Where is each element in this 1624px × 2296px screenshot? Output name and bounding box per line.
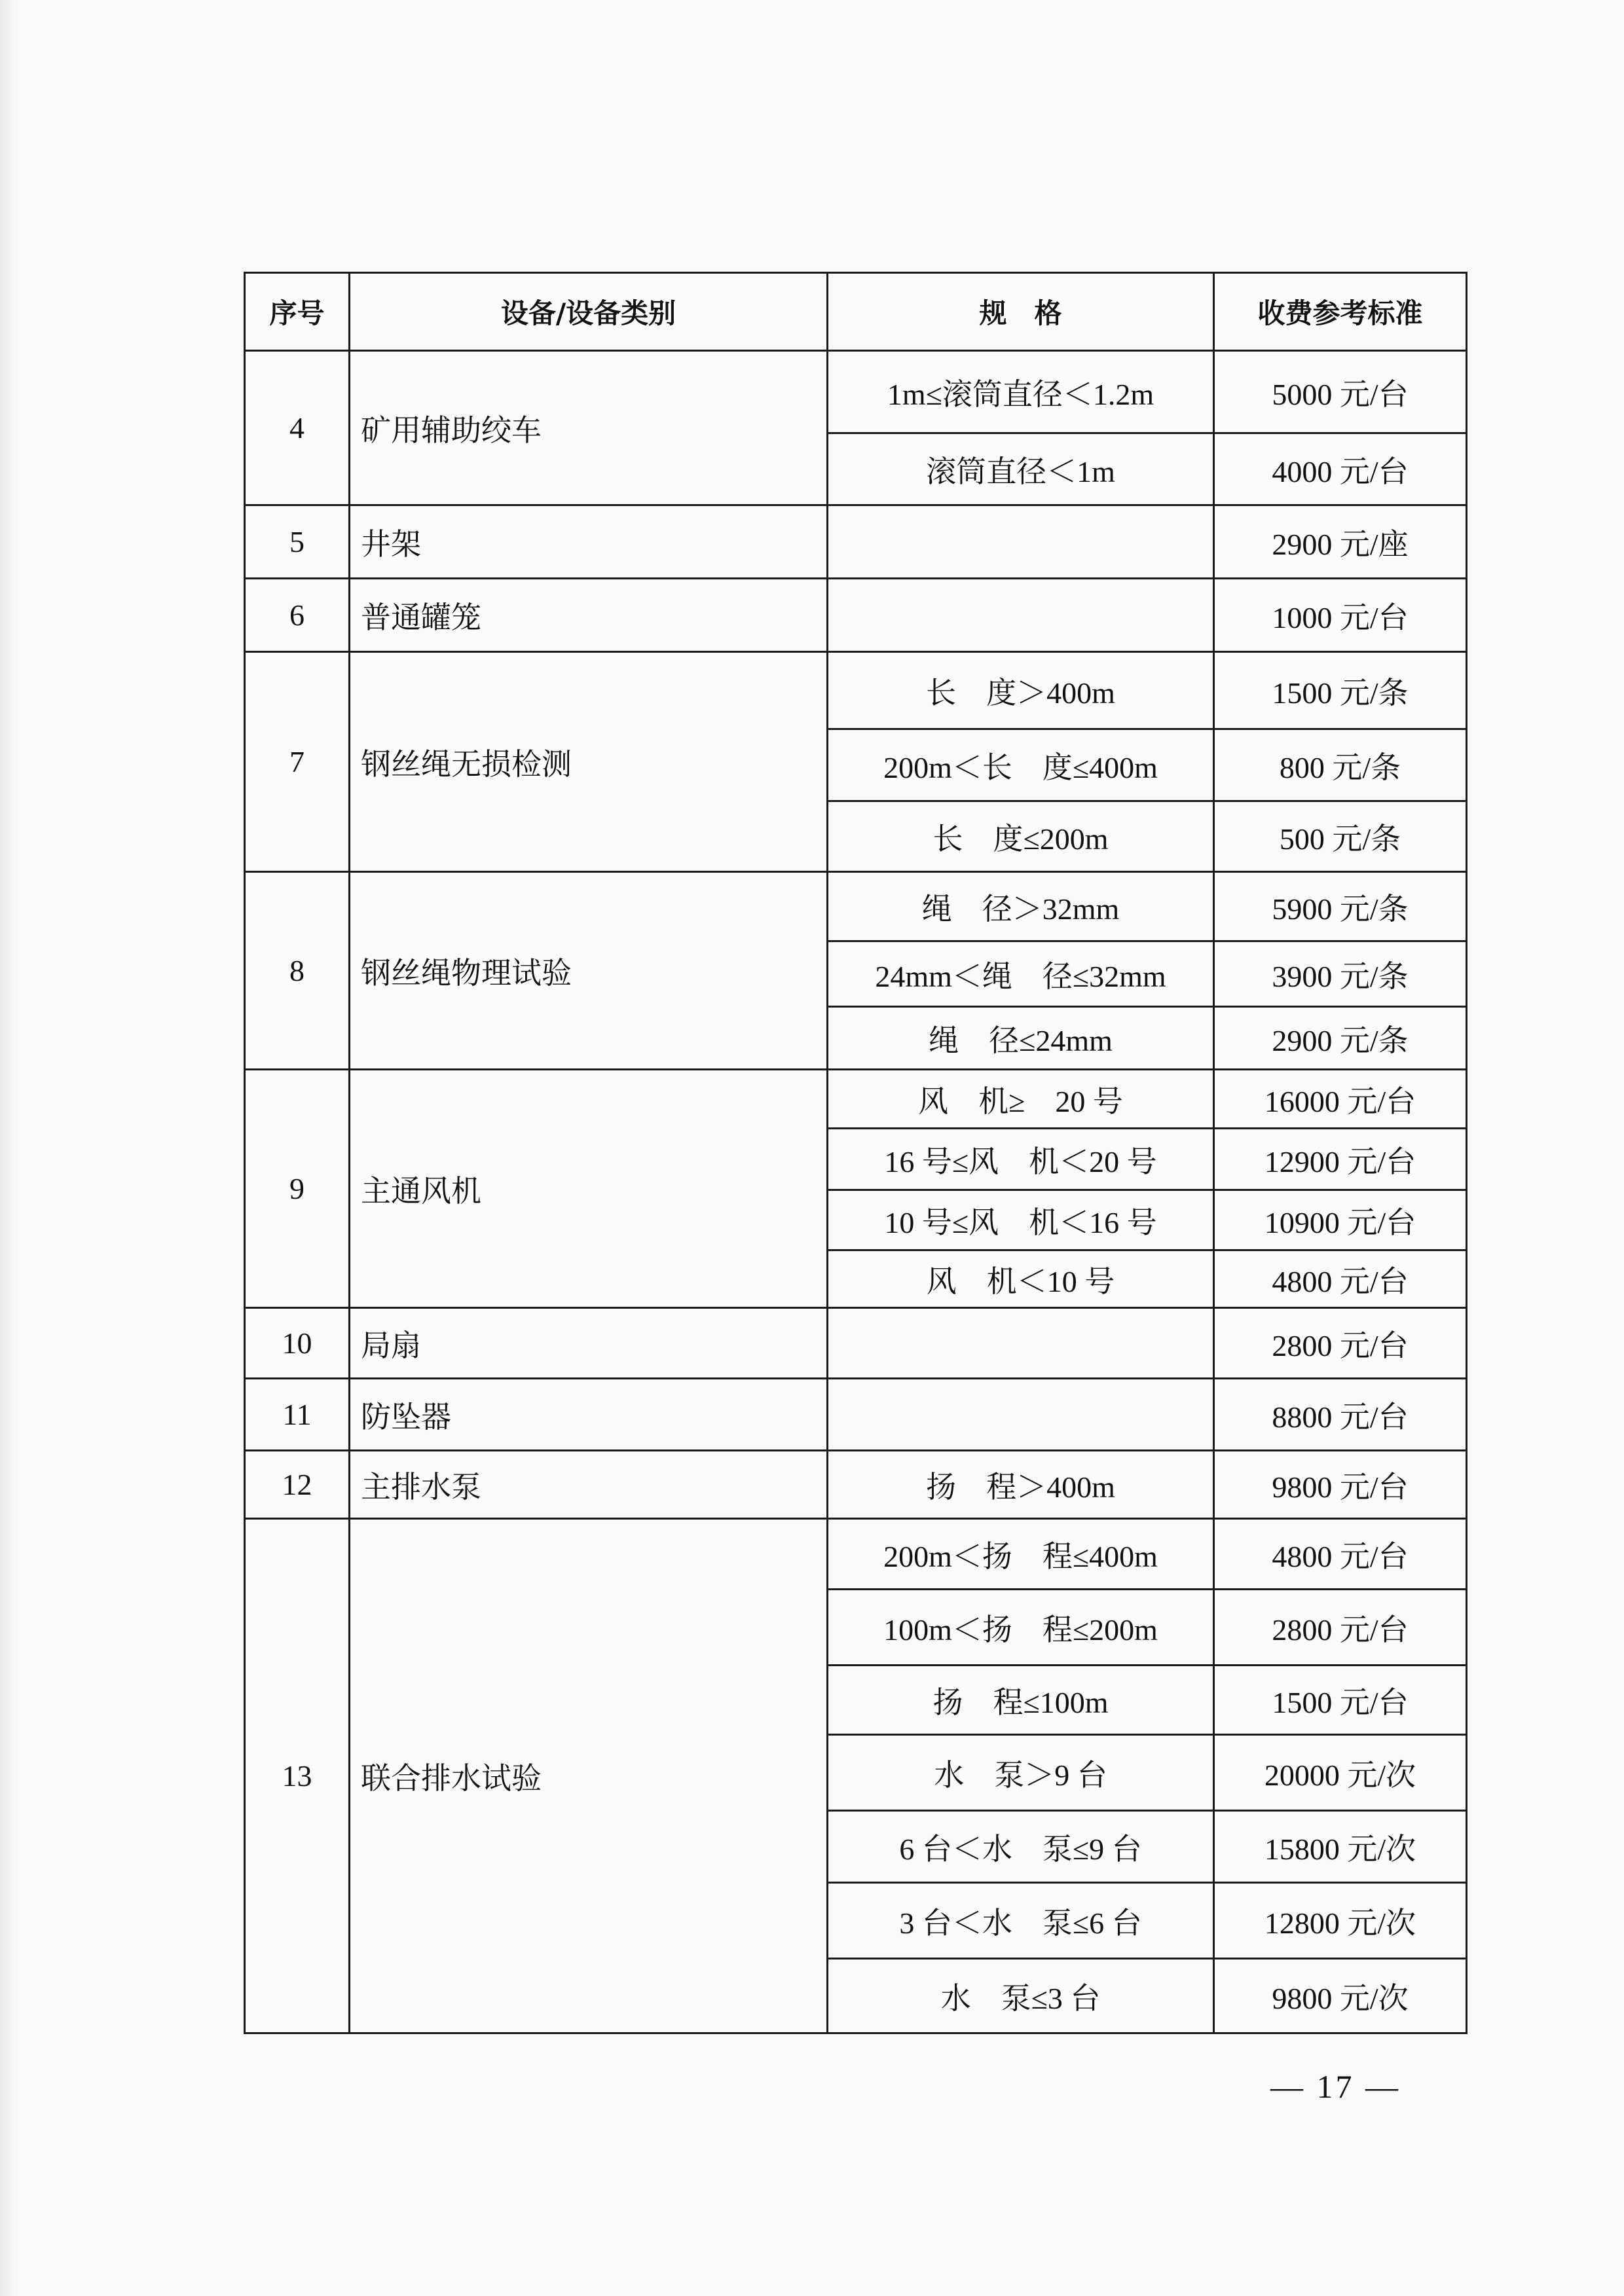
row-number: 6 xyxy=(245,579,350,652)
table-row xyxy=(245,1379,1467,1451)
table-row xyxy=(245,1070,1467,1129)
fee-cell: 1500 元/台 xyxy=(1214,1666,1467,1735)
fee-cell: 20000 元/次 xyxy=(1214,1735,1467,1811)
spec-cell: 长 度≤200m xyxy=(828,801,1214,872)
equipment-name: 矿用辅助绞车 xyxy=(350,351,828,505)
spec-cell: 16 号≤风 机＜20 号 xyxy=(828,1129,1214,1190)
table-row xyxy=(245,652,1467,729)
spec-cell: 24mm＜绳 径≤32mm xyxy=(828,941,1214,1007)
row-number: 8 xyxy=(245,872,350,1070)
spec-cell: 100m＜扬 程≤200m xyxy=(828,1590,1214,1666)
equipment-name: 联合排水试验 xyxy=(350,1519,828,2033)
spec-cell: 6 台＜水 泵≤9 台 xyxy=(828,1811,1214,1883)
equipment-name: 主通风机 xyxy=(350,1070,828,1308)
header-no: 序号 xyxy=(245,273,350,351)
page-number: — 17 — xyxy=(1270,2068,1401,2105)
header-spec: 规 格 xyxy=(828,273,1214,351)
spec-cell: 滚筒直径＜1m xyxy=(828,433,1214,505)
fee-cell: 1000 元/台 xyxy=(1214,579,1467,652)
row-number: 7 xyxy=(245,652,350,872)
fee-table xyxy=(244,272,1467,2034)
fee-cell: 8800 元/台 xyxy=(1214,1379,1467,1451)
table-row xyxy=(245,872,1467,941)
fee-cell: 12800 元/次 xyxy=(1214,1883,1467,1959)
fee-cell: 800 元/条 xyxy=(1214,729,1467,801)
scan-page-edge xyxy=(0,0,20,2296)
fee-cell: 16000 元/台 xyxy=(1214,1070,1467,1129)
table-row xyxy=(245,351,1467,433)
fee-cell: 4800 元/台 xyxy=(1214,1250,1467,1308)
spec-cell xyxy=(828,1379,1214,1451)
table-header-row xyxy=(245,273,1467,351)
spec-cell: 风 机＜10 号 xyxy=(828,1250,1214,1308)
fee-cell: 5000 元/台 xyxy=(1214,351,1467,433)
row-number: 9 xyxy=(245,1070,350,1308)
fee-cell: 10900 元/台 xyxy=(1214,1190,1467,1250)
spec-cell: 3 台＜水 泵≤6 台 xyxy=(828,1883,1214,1959)
row-number: 4 xyxy=(245,351,350,505)
equipment-name: 主排水泵 xyxy=(350,1451,828,1519)
spec-cell: 200m＜扬 程≤400m xyxy=(828,1519,1214,1590)
equipment-name: 井架 xyxy=(350,505,828,579)
fee-cell: 500 元/条 xyxy=(1214,801,1467,872)
fee-cell: 15800 元/次 xyxy=(1214,1811,1467,1883)
fee-cell: 2800 元/台 xyxy=(1214,1308,1467,1379)
fee-cell: 9800 元/台 xyxy=(1214,1451,1467,1519)
spec-cell: 扬 程＞400m xyxy=(828,1451,1214,1519)
equipment-name: 钢丝绳物理试验 xyxy=(350,872,828,1070)
table-row xyxy=(245,1451,1467,1519)
spec-cell: 扬 程≤100m xyxy=(828,1666,1214,1735)
fee-cell: 3900 元/条 xyxy=(1214,941,1467,1007)
row-number: 13 xyxy=(245,1519,350,2033)
spec-cell: 绳 径≤24mm xyxy=(828,1007,1214,1070)
fee-cell: 2900 元/座 xyxy=(1214,505,1467,579)
spec-cell: 绳 径＞32mm xyxy=(828,872,1214,941)
fee-cell: 12900 元/台 xyxy=(1214,1129,1467,1190)
spec-cell xyxy=(828,1308,1214,1379)
fee-cell: 4000 元/台 xyxy=(1214,433,1467,505)
equipment-name: 防坠器 xyxy=(350,1379,828,1451)
equipment-name: 局扇 xyxy=(350,1308,828,1379)
fee-cell: 2900 元/条 xyxy=(1214,1007,1467,1070)
equipment-name: 普通罐笼 xyxy=(350,579,828,652)
equipment-name: 钢丝绳无损检测 xyxy=(350,652,828,872)
fee-cell: 1500 元/条 xyxy=(1214,652,1467,729)
table-row xyxy=(245,1519,1467,1590)
table-row xyxy=(245,505,1467,579)
spec-cell: 长 度＞400m xyxy=(828,652,1214,729)
fee-cell: 5900 元/条 xyxy=(1214,872,1467,941)
table-row xyxy=(245,579,1467,652)
spec-cell: 水 泵＞9 台 xyxy=(828,1735,1214,1811)
spec-cell xyxy=(828,579,1214,652)
fee-cell: 9800 元/次 xyxy=(1214,1959,1467,2033)
header-equipment: 设备/设备类别 xyxy=(350,273,828,351)
fee-cell: 2800 元/台 xyxy=(1214,1590,1467,1666)
table-row xyxy=(245,1308,1467,1379)
spec-cell: 200m＜长 度≤400m xyxy=(828,729,1214,801)
row-number: 12 xyxy=(245,1451,350,1519)
spec-cell: 风 机≥ 20 号 xyxy=(828,1070,1214,1129)
spec-cell: 水 泵≤3 台 xyxy=(828,1959,1214,2033)
row-number: 11 xyxy=(245,1379,350,1451)
spec-cell xyxy=(828,505,1214,579)
spec-cell: 1m≤滚筒直径＜1.2m xyxy=(828,351,1214,433)
row-number: 5 xyxy=(245,505,350,579)
table-body xyxy=(245,351,1467,2033)
fee-cell: 4800 元/台 xyxy=(1214,1519,1467,1590)
row-number: 10 xyxy=(245,1308,350,1379)
header-fee: 收费参考标准 xyxy=(1214,273,1467,351)
spec-cell: 10 号≤风 机＜16 号 xyxy=(828,1190,1214,1250)
